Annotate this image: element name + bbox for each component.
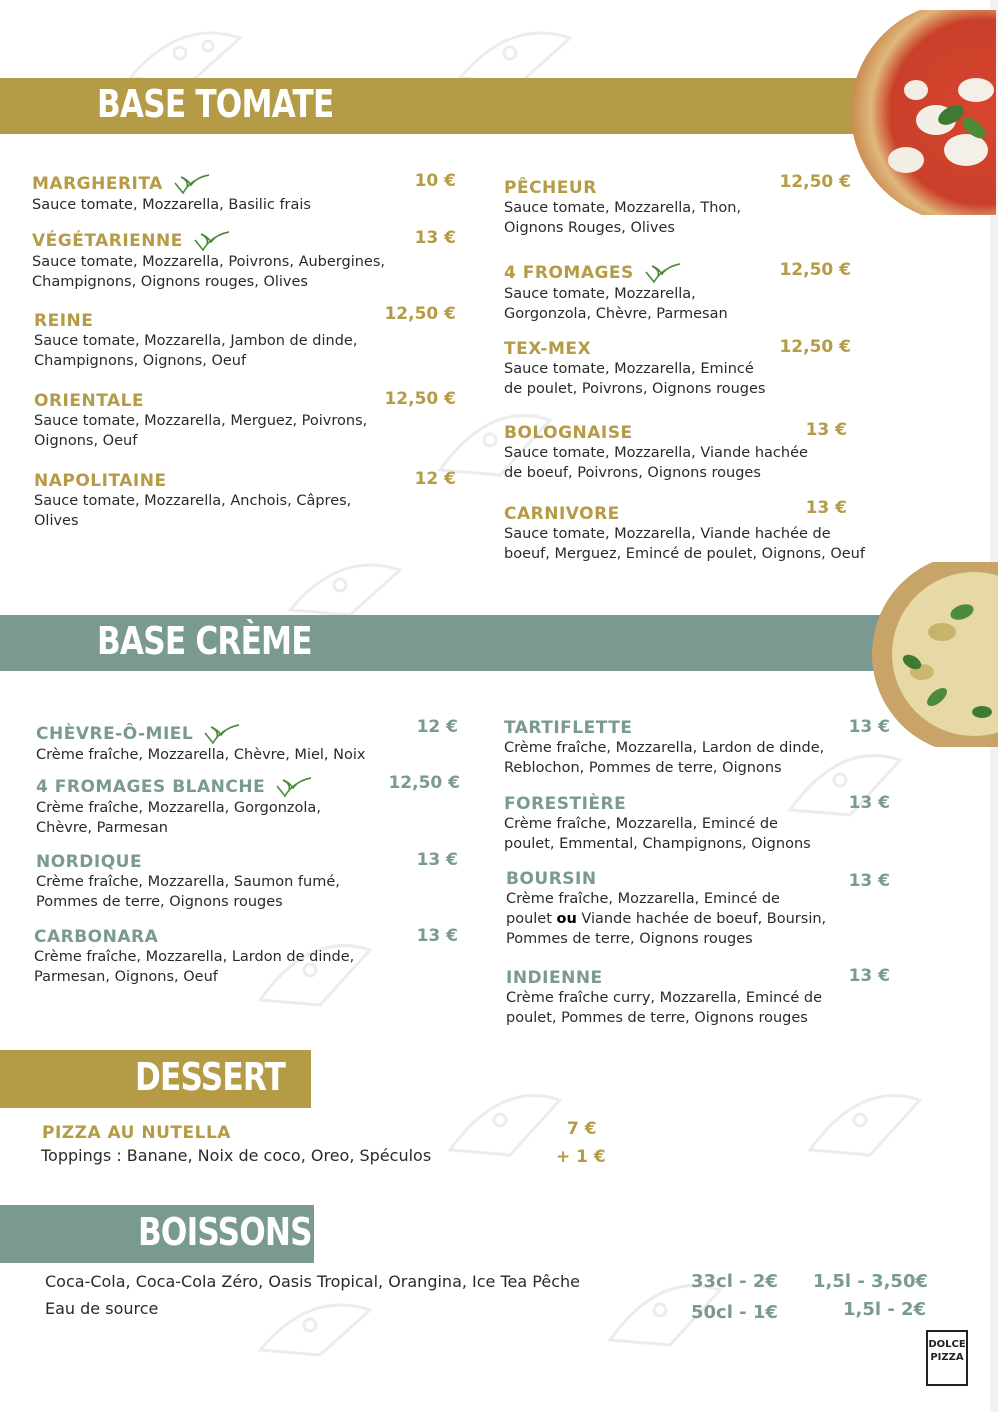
menu-item-name-text: PÊCHEUR <box>504 178 597 198</box>
menu-item-price: 13 € <box>416 850 458 870</box>
menu-item-name-text: CARNIVORE <box>504 504 620 524</box>
menu-item <box>504 262 728 324</box>
logo-line-1: DOLCE <box>928 1339 966 1350</box>
dolce-pizza-logo <box>926 1330 968 1386</box>
menu-item-name-text: REINE <box>34 311 94 331</box>
menu-item-description: Champignons, Oignons rouges, Olives <box>32 274 308 290</box>
menu-item-name-text: CHÈVRE-Ô-MIEL <box>36 724 194 744</box>
menu-item-name <box>504 339 765 359</box>
menu-item-price: 13 € <box>805 420 847 440</box>
menu-item-name-text: VÉGÉTARIENNE <box>32 231 183 251</box>
watermark-pizza-slice-icon <box>250 1290 380 1360</box>
menu-item-description: Sauce tomate, Mozzarella, Anchois, Câpres, <box>34 493 352 509</box>
menu-item-description: Crème fraîche, Mozzarella, Chèvre, Miel, Noix <box>36 747 366 763</box>
menu-item-name <box>34 391 367 411</box>
menu-item-description: de boeuf, Poivrons, Oignons rouges <box>504 465 761 481</box>
menu-item-description: Reblochon, Pommes de terre, Oignons <box>504 760 782 776</box>
menu-item-description: Sauce tomate, Mozzarella, Viande hachée <box>504 445 808 461</box>
menu-item-price: 12,50 € <box>388 773 460 793</box>
menu-item-name-text: MARGHERITA <box>32 174 163 194</box>
menu-item <box>36 723 365 765</box>
menu-item-price: 13 € <box>848 966 890 986</box>
dessert-toppings-price: + 1 € <box>556 1147 606 1167</box>
desc-bold: ou <box>556 911 577 927</box>
menu-item-description: Sauce tomate, Mozzarella, Merguez, Poivrons, <box>34 413 368 429</box>
menu-item <box>34 927 354 987</box>
menu-item-description: Chèvre, Parmesan <box>36 820 168 836</box>
dessert-price: 7 € <box>567 1119 597 1139</box>
menu-item-price: 12,50 € <box>384 304 456 324</box>
menu-item <box>34 471 351 531</box>
section-header-base-tomate <box>0 78 880 134</box>
menu-item-description: Crème fraîche, Mozzarella, Emincé de <box>504 816 778 832</box>
menu-item <box>504 718 824 778</box>
menu-item-description: Sauce tomate, Mozzarella, Poivrons, Aubergines, <box>32 254 386 270</box>
menu-item-description: de poulet, Poivrons, Oignons rouges <box>504 381 766 397</box>
menu-item <box>504 423 808 483</box>
desc-prefix: poulet <box>506 911 557 927</box>
drinks-price-50cl: 50cl - 1€ <box>691 1302 778 1323</box>
menu-item-price: 12,50 € <box>779 172 851 192</box>
menu-item-description: Crème fraîche, Mozzarella, Emincé de <box>506 891 780 907</box>
menu-item-name <box>504 718 824 738</box>
menu-item <box>32 230 385 292</box>
menu-item-description: Crème fraîche, Mozzarella, Lardon de dinde, <box>34 949 355 965</box>
watermark-pizza-slice-icon <box>280 550 410 620</box>
drinks-line-soft: Coca-Cola, Coca-Cola Zéro, Oasis Tropical, Orangina, Ice Tea Pêche <box>45 1272 580 1291</box>
menu-item-name-text: TARTIFLETTE <box>504 718 633 738</box>
menu-item <box>504 339 765 399</box>
menu-item <box>36 852 340 912</box>
menu-item-name-text: NORDIQUE <box>36 852 143 872</box>
section-header-dessert <box>0 1050 311 1108</box>
menu-item-name <box>504 178 741 198</box>
menu-item-description: Pommes de terre, Oignons rouges <box>506 931 753 947</box>
watermark-pizza-slice-icon <box>440 1080 570 1160</box>
menu-item-name <box>504 262 728 284</box>
menu-item-description: Parmesan, Oignons, Oeuf <box>34 969 218 985</box>
drinks-price-1-5l: 1,5l - 3,50€ <box>813 1271 928 1292</box>
leaf-check-icon <box>173 173 211 195</box>
menu-item-name <box>34 311 357 331</box>
logo-line-2: PIZZA <box>930 1352 964 1363</box>
leaf-check-icon <box>644 262 682 284</box>
dessert-item <box>42 1123 231 1143</box>
menu-item-description: Sauce tomate, Mozzarella, Basilic frais <box>32 197 311 213</box>
menu-item-description: Crème fraîche, Mozzarella, Gorgonzola, <box>36 800 321 816</box>
menu-item-price: 13 € <box>805 498 847 518</box>
menu-item-name-text: CARBONARA <box>34 927 159 947</box>
menu-item-description: boeuf, Merguez, Emincé de poulet, Oignons, Oeuf <box>504 546 865 562</box>
section-title: BASE CRÈME <box>97 619 312 663</box>
menu-item <box>36 776 321 838</box>
menu-item <box>504 178 741 238</box>
menu-item-description: poulet, Pommes de terre, Oignons rouges <box>506 1010 808 1026</box>
menu-item-name <box>504 423 808 443</box>
menu-item-name-text: BOLOGNAISE <box>504 423 633 443</box>
menu-item-price: 12,50 € <box>779 260 851 280</box>
menu-item-name-text: FORESTIÈRE <box>504 794 627 814</box>
menu-item-name-text: 4 FROMAGES BLANCHE <box>36 777 266 797</box>
menu-item-description: Sauce tomate, Mozzarella, Jambon de dinde, <box>34 333 358 349</box>
menu-item-description: Oignons Rouges, Olives <box>504 220 675 236</box>
menu-item-name <box>36 776 321 798</box>
menu-item-description: Sauce tomate, Mozzarella, Emincé <box>504 361 754 377</box>
menu-item-description: Champignons, Oignons, Oeuf <box>34 353 247 369</box>
section-title: BASE TOMATE <box>97 82 334 126</box>
menu-item <box>32 173 311 215</box>
leaf-check-icon <box>275 776 313 798</box>
dessert-toppings: Toppings : Banane, Noix de coco, Oreo, Spéculos <box>41 1146 432 1165</box>
menu-item-price: 12 € <box>416 717 458 737</box>
drinks-line-water: Eau de source <box>45 1299 159 1318</box>
menu-item-description: Sauce tomate, Mozzarella, Viande hachée de <box>504 526 831 542</box>
section-header-base-creme <box>0 615 880 671</box>
menu-item-price: 13 € <box>848 717 890 737</box>
menu-item <box>504 794 811 854</box>
menu-item-name <box>34 927 354 947</box>
menu-item-name-text: BOURSIN <box>506 869 597 889</box>
menu-item-name-text: TEX-MEX <box>504 339 592 359</box>
menu-item-name-text: NAPOLITAINE <box>34 471 167 491</box>
menu-item-description: Sauce tomate, Mozzarella, Thon, <box>504 200 742 216</box>
menu-item-description: Pommes de terre, Oignons rouges <box>36 894 283 910</box>
menu-item-price: 12,50 € <box>384 389 456 409</box>
menu-item-description: Olives <box>34 513 79 529</box>
menu-item-price: 10 € <box>414 171 456 191</box>
menu-item-name <box>504 794 811 814</box>
margherita-pizza-image <box>846 10 996 215</box>
menu-item-name-text: ORIENTALE <box>34 391 145 411</box>
desc-rest: Viande hachée de boeuf, Boursin, <box>581 911 827 927</box>
menu-item-description: Sauce tomate, Mozzarella, <box>504 286 696 302</box>
menu-item-name-text: 4 FROMAGES <box>504 263 634 283</box>
menu-item-name <box>32 173 311 195</box>
menu-item-price: 13 € <box>414 228 456 248</box>
section-title: BOISSONS <box>138 1210 312 1254</box>
menu-item-name <box>36 723 365 745</box>
leaf-check-icon <box>193 230 231 252</box>
menu-item-name <box>36 852 340 872</box>
menu-item <box>34 311 357 371</box>
menu-item <box>506 869 826 949</box>
menu-item-description: Crème fraîche curry, Mozzarella, Emincé de <box>506 990 822 1006</box>
section-header-boissons <box>0 1205 314 1263</box>
drinks-price-water-1-5l: 1,5l - 2€ <box>843 1299 927 1320</box>
drinks-price-33cl: 33cl - 2€ <box>691 1271 778 1292</box>
section-title: DESSERT <box>135 1055 286 1099</box>
menu-item-description: poulet, Emmental, Champignons, Oignons <box>504 836 811 852</box>
menu-item-price: 13 € <box>848 871 890 891</box>
menu-item-name <box>506 968 822 988</box>
menu-item-description: Crème fraîche, Mozzarella, Lardon de dinde, <box>504 740 825 756</box>
menu-item-name <box>506 869 826 889</box>
menu-item <box>506 968 822 1028</box>
menu-item-name <box>32 230 385 252</box>
menu-item-description: Oignons, Oeuf <box>34 433 138 449</box>
menu-item-price: 12 € <box>414 469 456 489</box>
dessert-name: PIZZA AU NUTELLA <box>42 1123 231 1143</box>
menu-item-name-text: INDIENNE <box>506 968 603 988</box>
menu-item-price: 13 € <box>848 793 890 813</box>
menu-item-description <box>506 909 826 929</box>
watermark-pizza-slice-icon <box>800 1080 930 1160</box>
menu-item-price: 13 € <box>416 926 458 946</box>
menu-item-name <box>34 471 351 491</box>
menu-item-description: Gorgonzola, Chèvre, Parmesan <box>504 306 728 322</box>
menu-item <box>34 391 367 451</box>
leaf-check-icon <box>203 723 241 745</box>
menu-item-price: 12,50 € <box>779 337 851 357</box>
menu-item-description: Crème fraîche, Mozzarella, Saumon fumé, <box>36 874 340 890</box>
